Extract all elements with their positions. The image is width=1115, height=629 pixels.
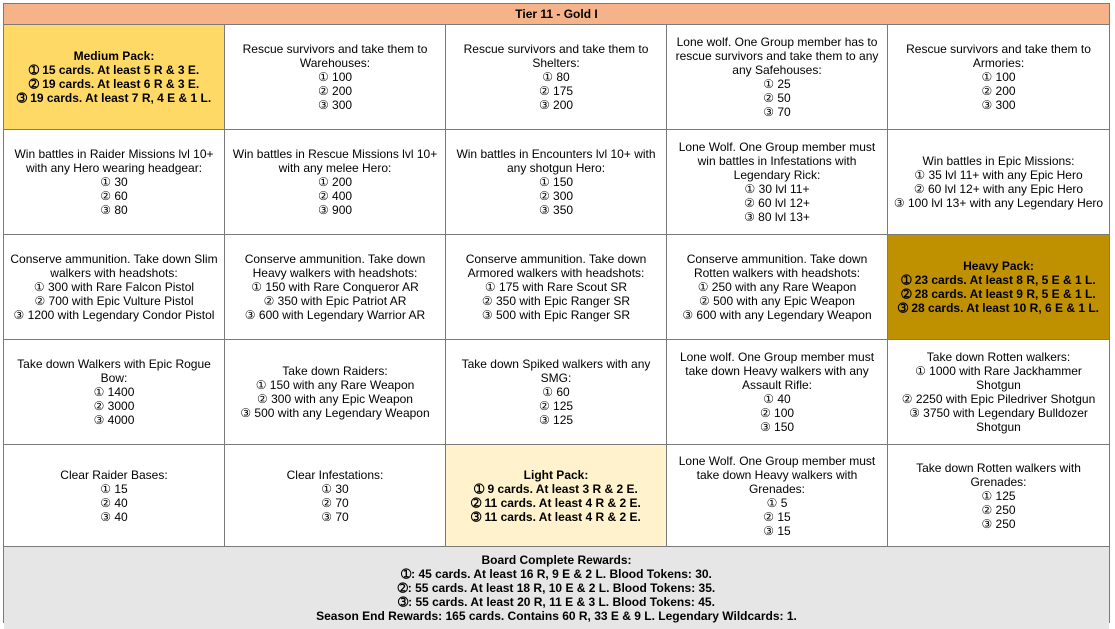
cell-heading: Win battles in Encounters lvl 10+ with any shotgun Hero: [456,147,656,175]
cell-heading: Heavy Pack: [963,259,1034,273]
cell-tier-3: ③ 70 [321,509,349,524]
cell-heading: Rescue survivors and take them to Shelters: [463,42,649,70]
challenge-cell [888,340,1109,445]
cell-tier-3: ③ 80 lvl 13+ [744,210,810,224]
cell-heading: Lone wolf. One Group member must take down Heavy walkers with any Assault Rifle: [679,350,875,392]
cell-tier-3: ③ 600 with Legendary Warrior AR [244,308,426,322]
cell-tier-1: ① 30 lvl 11+ [744,182,810,196]
challenge-cell [888,25,1109,130]
challenge-cell [667,340,888,445]
light-pack-cell [446,445,667,547]
cell-tier-2: ② 350 with Epic Patriot AR [263,294,407,308]
cell-tier-1: ➀ 23 cards. At least 8 R, 5 E & 1 L. [901,273,1096,287]
cell-tier-3: ③ 4000 [93,413,135,427]
cell-tier-1: ① 30 [321,481,349,496]
challenge-cell [446,25,667,130]
cell-heading: Take down Walkers with Epic Rogue Bow: [17,357,211,385]
heavy-pack-cell [888,235,1109,340]
challenge-cell [667,130,888,235]
cell-tier-1: ① 60 [542,385,570,399]
cell-heading: Take down Spiked walkers with any SMG: [461,357,651,385]
cell-tier-2: ② 60 [100,189,128,203]
cell-tier-1: ① 15 [100,481,128,496]
cell-tier-2: ② 125 [538,399,574,413]
challenge-cell [667,445,888,547]
cell-tier-2: ➁ 11 cards. At least 4 R & 2 E. [471,495,641,510]
cell-tier-2: ➁ 19 cards. At least 6 R & 3 E. [28,77,200,91]
cell-tier-1: ① 125 [981,488,1016,503]
cell-tier-2: ② 300 [538,189,574,203]
cell-tier-3: ③ 80 [100,203,128,217]
challenge-cell [446,340,667,445]
challenge-cell [888,130,1109,235]
cell-tier-3: ➂ 19 cards. At least 7 R, 4 E & 1 L. [16,91,212,105]
cell-heading: Take down Raiders: [282,364,388,378]
cell-tier-1: ① 100 [981,70,1016,84]
cell-heading: Light Pack: [523,467,589,482]
cell-heading: Win battles in Epic Missions: [922,154,1075,168]
challenge-grid [4,25,1109,547]
challenge-cell [667,25,888,130]
cell-tier-1: ① 200 [317,175,353,189]
challenge-cell [4,340,225,445]
cell-tier-2: ② 100 [759,406,795,420]
challenge-cell [225,25,446,130]
cell-tier-2: ② 350 with Epic Ranger SR [481,294,631,308]
cell-tier-2: ② 60 lvl 12+ with any Epic Hero [913,182,1084,196]
cell-heading: Conserve ammunition. Take down Heavy walkers with headshots: [244,252,426,280]
reward-tier-1: ➀: 45 cards. At least 16 R, 9 E & 2 L. Blood Tokens: 30. [401,567,712,581]
cell-tier-3: ③ 150 [759,420,795,434]
cell-tier-2: ② 200 [317,84,353,98]
cell-tier-2: ② 500 with any Epic Weapon [699,294,855,308]
cell-tier-2: ② 15 [763,509,791,524]
challenge-cell [225,445,446,547]
cell-tier-3: ③ 15 [763,523,791,538]
cell-tier-2: ② 175 [538,84,574,98]
cell-heading: Lone wolf. One Group member has to rescue survivors and take them to any any Safehouses: [675,35,879,77]
cell-tier-2: ② 50 [763,91,791,105]
cell-tier-3: ③ 300 [317,98,353,112]
cell-tier-3: ③ 300 [981,98,1016,112]
cell-heading: Win battles in Raider Missions lvl 10+ with any Hero wearing headgear: [14,147,214,175]
cell-tier-1: ① 175 with Rare Scout SR [484,280,628,294]
cell-tier-2: ➁ 28 cards. At least 9 R, 5 E & 1 L. [901,287,1096,301]
season-end-rewards: Season End Rewards: 165 cards. Contains 60 R, 33 E & 9 L. Legendary Wildcards: 1. [316,609,797,623]
challenge-cell [446,130,667,235]
cell-tier-2: ② 300 with any Epic Weapon [257,392,413,406]
cell-tier-3: ③ 1200 with Legendary Condor Pistol [13,308,215,322]
cell-tier-1: ① 80 [542,70,570,84]
cell-tier-1: ① 100 [317,70,353,84]
cell-tier-3: ③ 40 [100,509,128,524]
cell-tier-3: ③ 250 [981,516,1016,531]
cell-tier-3: ③ 3750 with Legendary Bulldozer Shotgun [909,406,1088,434]
cell-heading: Take down Rotten walkers: [926,350,1071,364]
cell-heading: Lone Wolf. One Group member must take down Heavy walkers with Grenades: [678,453,876,496]
cell-tier-3: ③ 500 with Epic Ranger SR [481,308,631,322]
cell-heading: Conserve ammunition. Take down Armored walkers with headshots: [465,252,647,280]
cell-tier-2: ② 3000 [93,399,135,413]
cell-tier-1: ① 150 with Rare Conqueror AR [251,280,419,294]
cell-tier-1: ① 300 with Rare Falcon Pistol [33,280,195,294]
cell-tier-3: ③ 600 with any Legendary Weapon [682,308,872,322]
cell-heading: Clear Infestations: [286,467,384,482]
tier-board [3,3,1110,623]
reward-tier-2: ➁: 55 cards. At least 18 R, 10 E & 2 L. Blood Tokens: 35. [397,581,716,595]
cell-tier-3: ③ 900 [317,203,353,217]
cell-tier-1: ① 1000 with Rare Jackhammer Shotgun [915,364,1082,392]
cell-tier-3: ③ 100 lvl 13+ with any Legendary Hero [893,196,1104,210]
cell-tier-3: ③ 125 [538,413,574,427]
challenge-cell [446,235,667,340]
challenge-cell [4,130,225,235]
challenge-cell [888,445,1109,547]
cell-tier-2: ② 200 [981,84,1016,98]
cell-tier-1: ① 5 [766,495,788,510]
cell-tier-1: ① 150 [538,175,574,189]
challenge-cell [667,235,888,340]
cell-tier-2: ② 400 [317,189,353,203]
cell-heading: Medium Pack: [73,49,155,63]
cell-tier-1: ➀ 15 cards. At least 5 R & 3 E. [28,63,200,77]
cell-tier-2: ② 60 lvl 12+ [744,196,810,210]
medium-pack-cell [4,25,225,130]
reward-tier-3: ➂: 55 cards. At least 20 R, 11 E & 3 L. Blood Tokens: 45. [398,595,715,609]
rewards-heading: Board Complete Rewards: [481,553,632,567]
cell-tier-1: ① 25 [763,77,791,91]
cell-heading: Rescue survivors and take them to Warehouses: [242,42,428,70]
cell-heading: Lone Wolf. One Group member must win battles in Infestations with Legendary Rick: [678,140,876,182]
challenge-cell [225,235,446,340]
tier-title: Tier 11 - Gold I [4,4,1109,25]
challenge-cell [4,235,225,340]
cell-tier-1: ① 1400 [93,385,135,399]
cell-tier-1: ① 40 [763,392,791,406]
cell-heading: Win battles in Rescue Missions lvl 10+ with any melee Hero: [232,147,438,175]
cell-tier-3: ③ 200 [538,98,574,112]
cell-tier-1: ➀ 9 cards. At least 3 R & 2 E. [474,481,638,496]
board-rewards-footer [4,547,1109,629]
challenge-cell [4,445,225,547]
cell-tier-1: ① 150 with any Rare Weapon [255,378,415,392]
cell-tier-3: ③ 500 with any Legendary Weapon [240,406,430,420]
cell-heading: Take down Rotten walkers with Grenades: [916,460,1081,489]
cell-tier-1: ① 35 lvl 11+ with any Epic Hero [914,168,1083,182]
challenge-cell [225,130,446,235]
cell-tier-2: ② 250 [981,502,1016,517]
cell-tier-1: ① 250 with any Rare Weapon [697,280,857,294]
cell-heading: Clear Raider Bases: [60,467,168,482]
challenge-cell [225,340,446,445]
cell-tier-2: ② 2250 with Epic Piledriver Shotgun [901,392,1096,406]
cell-heading: Rescue survivors and take them to Armories: [906,42,1091,70]
cell-heading: Conserve ammunition. Take down Rotten walkers with headshots: [686,252,868,280]
cell-heading: Conserve ammunition. Take down Slim walkers with headshots: [10,252,218,280]
cell-tier-2: ② 70 [321,495,349,510]
cell-tier-3: ③ 350 [538,203,574,217]
cell-tier-1: ① 30 [100,175,128,189]
cell-tier-2: ② 40 [100,495,128,510]
cell-tier-3: ➂ 11 cards. At least 4 R & 2 E. [471,509,641,524]
cell-tier-2: ② 700 with Epic Vulture Pistol [34,294,194,308]
cell-tier-3: ③ 70 [763,105,791,119]
cell-tier-3: ➂ 28 cards. At least 10 R, 6 E & 1 L. [897,301,1100,315]
